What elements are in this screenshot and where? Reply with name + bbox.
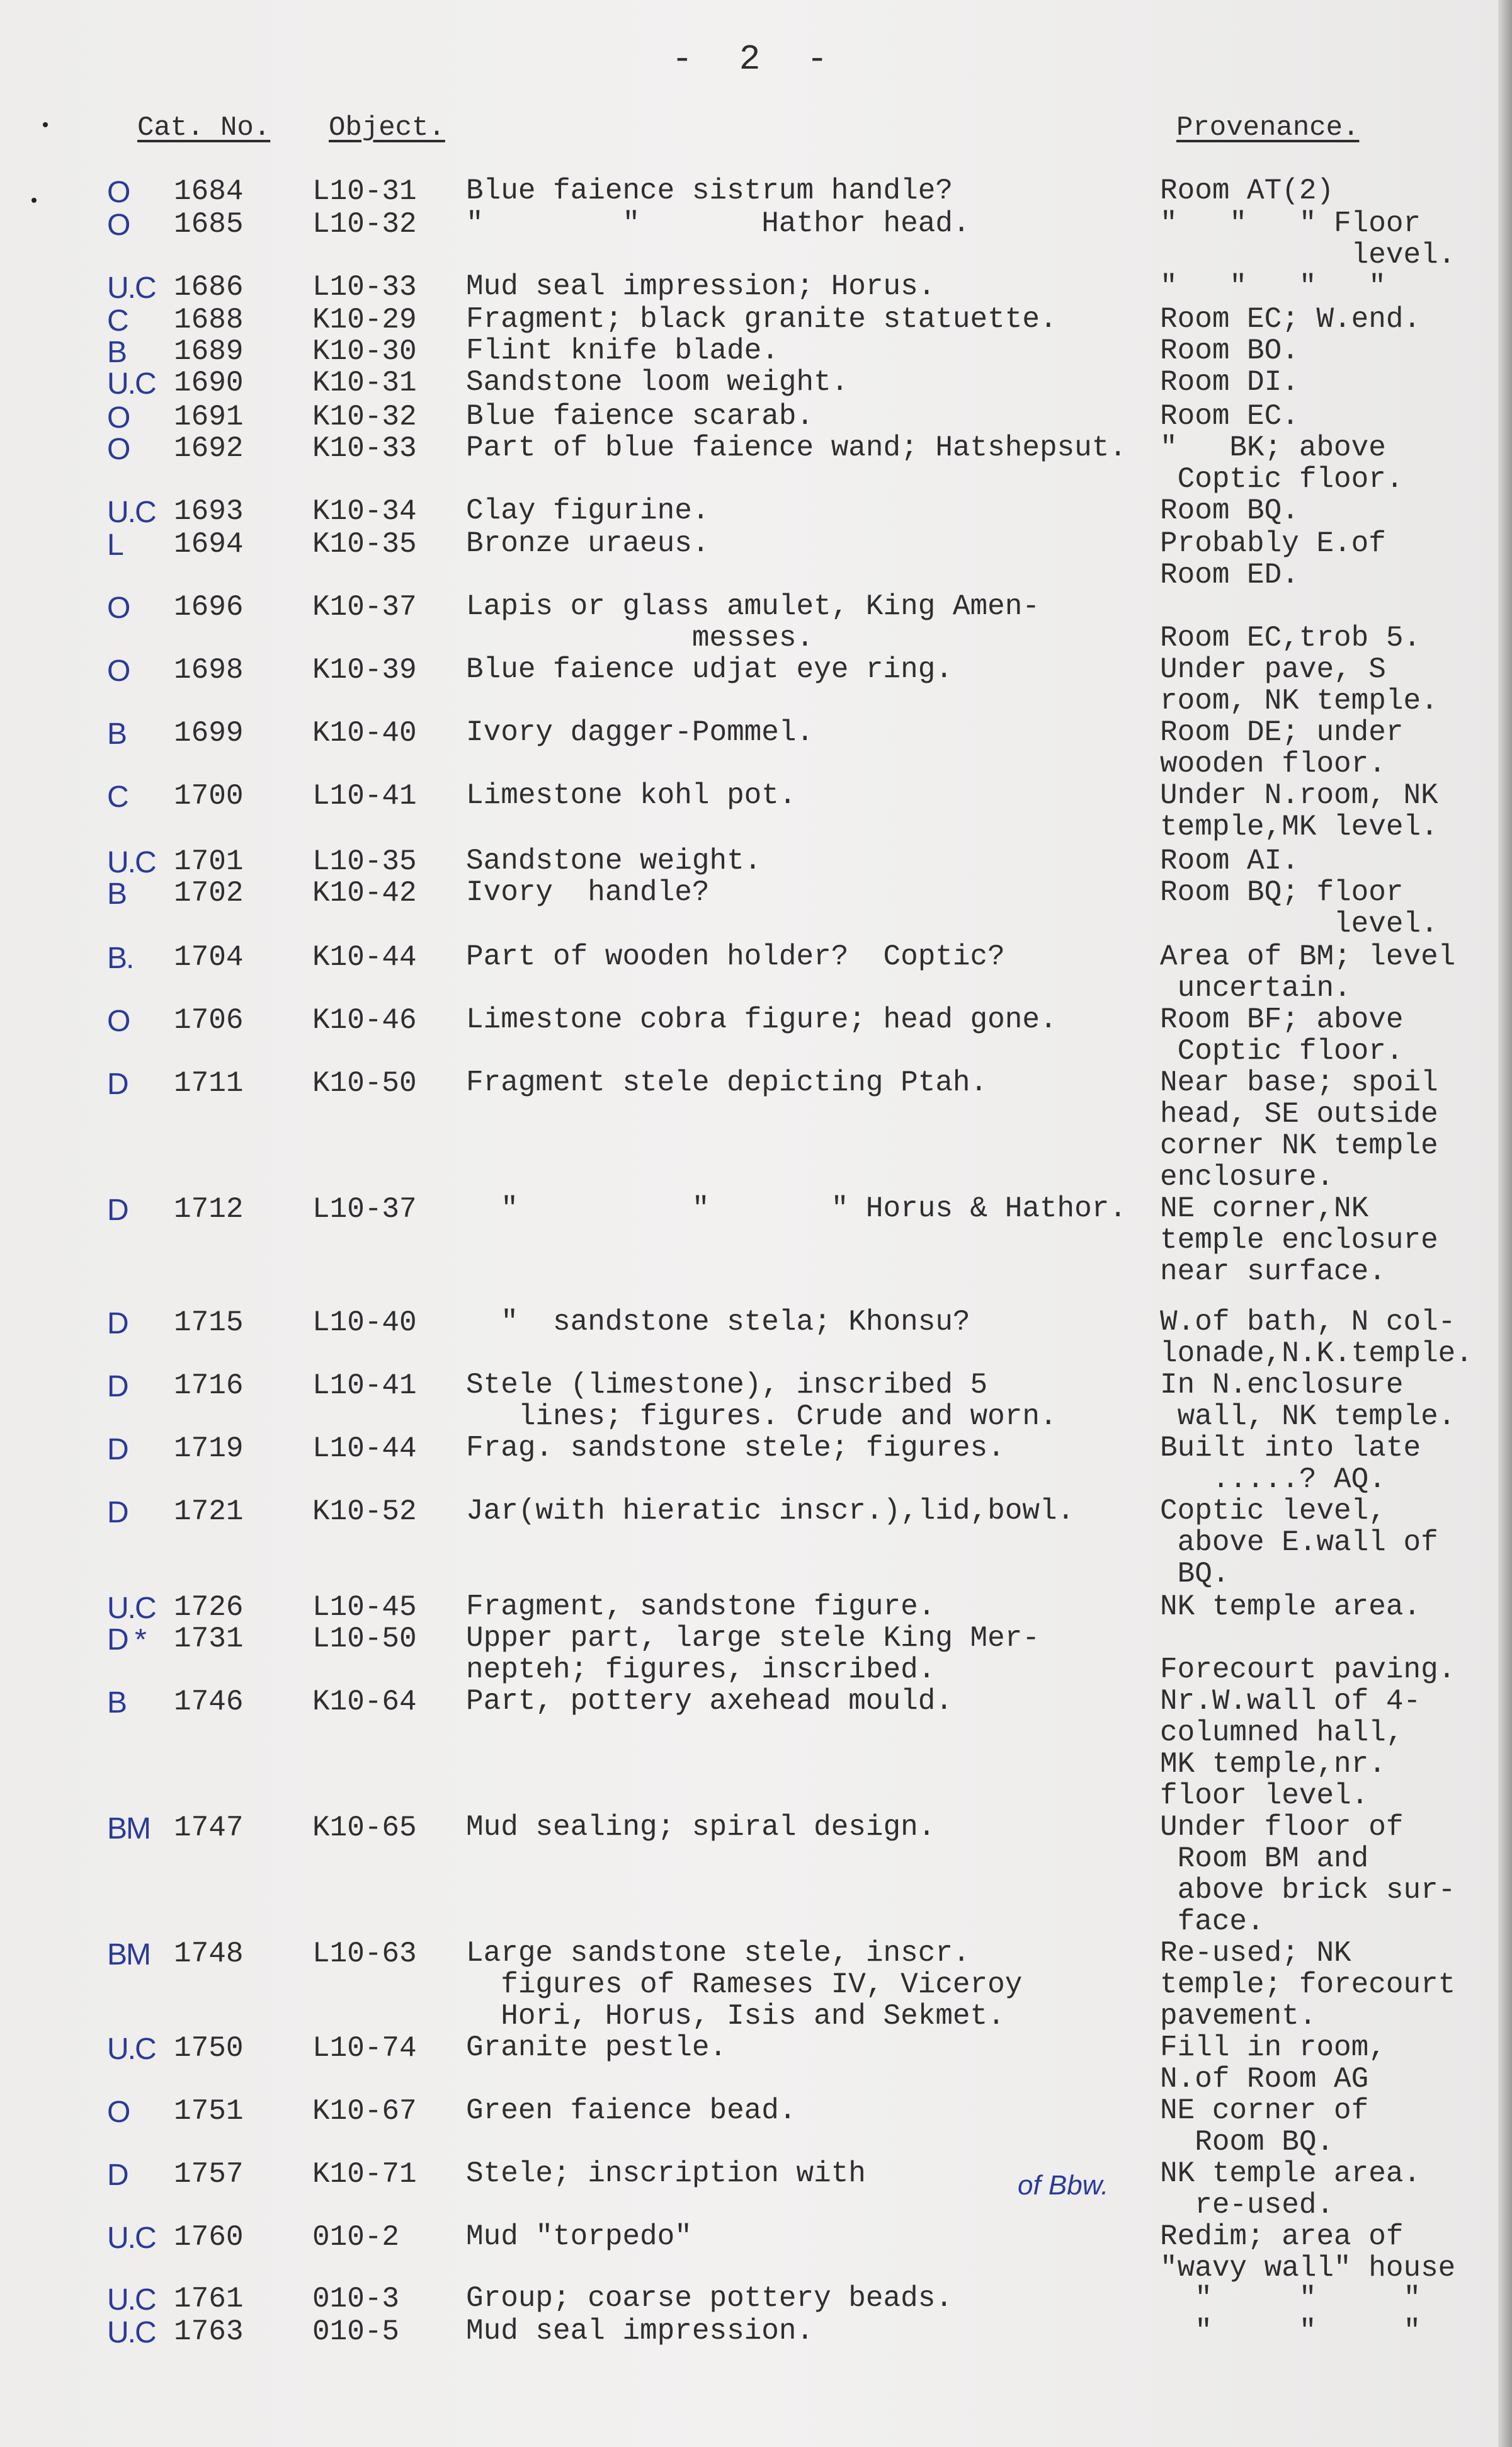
table-row [0,1495,1512,1590]
cat-number: 1688 [174,304,244,336]
object-description: Fragment stele depicting Ptah. [466,1066,988,1099]
object-description: Sandstone weight. [466,845,762,877]
cat-mark: O [107,591,130,625]
object-code: K10-35 [312,528,417,561]
table-row [0,1937,1512,2033]
provenance: Redim; area of "wavy wall" house [1160,2220,1456,2284]
object-code: K10-37 [312,591,417,624]
table-row [0,1811,1512,1938]
object-code: K10-40 [312,717,417,750]
object-description: " " " Horus & Hathor. [466,1192,1127,1225]
cat-mark: U.C [107,2316,156,2349]
provenance: NK temple area. re-used. [1160,2157,1421,2222]
cat-mark: D [107,1194,128,1227]
object-code: K10-33 [312,432,417,465]
object-description: Fragment, sandstone figure. [466,1590,936,1623]
provenance: Room EC; W.end. [1160,303,1421,336]
object-description: Lapis or glass amulet, King Amen- messes. [466,590,1040,654]
table-row [0,2220,1512,2284]
object-code: L10-35 [312,845,417,878]
table-row [0,940,1512,1005]
table-row [0,1432,1512,1496]
cat-mark: L [107,528,123,562]
provenance: Nr.W.wall of 4- columned hall, MK temple,nr. floor level. [1160,1685,1421,1812]
cat-number: 1761 [174,2283,244,2315]
cat-mark: U.C [107,496,156,529]
cat-mark: C [107,780,128,814]
cat-number: 1704 [174,941,244,974]
provenance: " " " Floor level. [1160,207,1456,271]
object-description: Part, pottery axehead mould. [466,1685,953,1718]
table-row [0,653,1512,717]
provenance: Near base; spoil head, SE outside corner NK temple enclosure. [1160,1066,1438,1194]
object-description: Stele (limestone), inscribed 5 lines; figures. Crude and worn. [466,1369,1057,1433]
cat-mark: D [107,2159,128,2192]
cat-mark: U.C [107,2222,156,2255]
object-code: L10-32 [312,208,417,241]
cat-mark: U.C [107,367,156,401]
object-description: Limestone cobra figure; head gone. [466,1003,1057,1036]
cat-number: 1757 [174,2158,244,2191]
provenance: Under floor of Room BM and above brick sur- face. [1160,1811,1456,1938]
cat-number: 1698 [174,654,244,687]
object-description: Blue faience sistrum handle? [466,174,953,207]
cat-number: 1700 [174,780,244,813]
object-description: Ivory handle? [466,876,710,909]
cat-mark: O [107,654,130,688]
table-row [0,1003,1512,1068]
provenance: Room DI. [1160,366,1299,399]
table-row [0,1192,1512,1288]
cat-mark: BM [107,1812,150,1845]
cat-mark: O [107,401,130,435]
cat-mark: O [107,433,130,466]
cat-number: 1726 [174,1591,244,1624]
object-code: L10-45 [312,1591,417,1624]
object-description: Bronze uraeus. [466,527,710,560]
provenance: Re-used; NK temple; forecourt pavement. [1160,1937,1456,2033]
cat-number: 1686 [174,271,244,304]
object-description: Limestone kohl pot. [466,779,797,812]
cat-number: 1751 [174,2095,244,2128]
object-code: K10-65 [312,1811,417,1844]
provenance: Fill in room, N.of Room AG [1160,2031,1386,2096]
provenance: Room BQ. [1160,494,1299,527]
cat-number: 1696 [174,591,244,624]
cat-mark: B [107,1686,127,1720]
header-cat-no: Cat. No. [137,112,271,144]
object-code: K10-64 [312,1686,417,1718]
cat-number: 1721 [174,1495,244,1528]
object-code: L10-37 [312,1193,417,1226]
provenance: NK temple area. [1160,1590,1421,1623]
cat-mark: U.C [107,271,156,305]
cat-number: 1715 [174,1306,244,1339]
cat-mark: B [107,877,127,911]
provenance: Probably E.of Room ED. [1160,527,1386,591]
object-description: Ivory dagger-Pommel. [466,716,814,749]
object-code: L10-31 [312,175,417,208]
cat-mark: D [107,1496,128,1529]
cat-mark: C [107,304,128,338]
object-description: Granite pestle. [466,2031,727,2064]
object-code: K10-42 [312,877,417,910]
table-row [0,876,1512,940]
provenance: Room BQ; floor level. [1160,876,1438,940]
provenance: Under N.room, NK temple,MK level. [1160,779,1438,843]
cat-number: 1746 [174,1686,244,1718]
object-code: 010-2 [312,2221,400,2254]
object-code: L10-41 [312,780,417,813]
cat-mark: D [107,1307,128,1340]
object-description: Fragment; black granite statuette. [466,303,1057,336]
cat-mark: U.C [107,2283,156,2317]
provenance: Room DE; under wooden floor. [1160,716,1404,780]
table-row [0,1306,1512,1370]
cat-number: 1685 [174,208,244,241]
table-row [0,2031,1512,2096]
provenance: Built into late .....? AQ. [1160,1432,1421,1496]
provenance: Room EC,trob 5. [1160,622,1421,654]
provenance: " " " [1160,2282,1421,2315]
object-description: Mud seal impression. [466,2315,814,2347]
provenance: Room BO. [1160,334,1299,367]
object-code: 010-3 [312,2283,400,2315]
provenance: W.of bath, N col- lonade,N.K.temple. [1160,1306,1473,1370]
table-row [0,207,1512,271]
provenance: In N.enclosure wall, NK temple. [1160,1369,1456,1433]
object-code: K10-44 [312,941,417,974]
object-code: K10-50 [312,1067,417,1100]
cat-mark: B [107,717,127,751]
cat-mark: O [107,176,130,209]
cat-mark: O [107,208,130,242]
cat-mark: D [107,1370,128,1403]
table-row [0,1066,1512,1194]
table-row [0,367,1512,404]
object-code: K10-30 [312,335,417,368]
object-description: Sandstone loom weight. [466,366,849,399]
provenance: NE corner,NK temple enclosure near surface. [1160,1192,1438,1288]
provenance: Under pave, S room, NK temple. [1160,653,1438,717]
cat-number: 1699 [174,717,244,750]
object-code: L10-74 [312,2032,417,2065]
cat-number: 1719 [174,1432,244,1465]
object-code: L10-50 [312,1623,417,1655]
cat-number: 1701 [174,845,244,878]
object-description: Stele; inscription with [466,2157,866,2190]
handwritten-annotation: of Bbw. [1018,2170,1109,2201]
object-description: Mud "torpedo" [466,2220,692,2253]
cat-number: 1763 [174,2315,244,2348]
object-code: K10-52 [312,1495,417,1528]
object-description: Mud seal impression; Horus. [466,270,936,303]
cat-mark: O [107,2096,130,2129]
cat-number: 1706 [174,1004,244,1037]
table-row [0,527,1512,591]
object-description: Mud sealing; spiral design. [466,1811,936,1844]
provenance: Forecourt paving. [1160,1653,1456,1686]
cat-number: 1747 [174,1811,244,1844]
provenance: Room AI. [1160,845,1299,877]
table-row [0,1622,1512,1686]
table-row [0,1369,1512,1433]
cat-number: 1712 [174,1193,244,1226]
table-row [0,1685,1512,1812]
table-row [0,2157,1512,2222]
cat-number: 1716 [174,1369,244,1402]
object-code: K10-46 [312,1004,417,1037]
object-description: Green faience bead. [466,2094,797,2127]
object-description: Part of wooden holder? Coptic? [466,940,1005,973]
provenance: Room EC. [1160,400,1299,433]
cat-number: 1748 [174,1937,244,1970]
cat-number: 1694 [174,528,244,561]
object-code: K10-32 [312,401,417,433]
object-description: Blue faience scarab. [466,400,814,433]
cat-number: 1691 [174,401,244,433]
cat-mark: D [107,1068,128,1101]
cat-number: 1690 [174,367,244,399]
cat-number: 1693 [174,495,244,528]
object-description: " " Hathor head. [466,207,970,240]
provenance: Room BF; above Coptic floor. [1160,1003,1404,1068]
object-description: Part of blue faience wand; Hatshepsut. [466,431,1127,464]
cat-number: 1731 [174,1623,244,1655]
cat-number: 1702 [174,877,244,910]
cat-mark: U.C [107,846,156,879]
provenance: Area of BM; level uncertain. [1160,940,1456,1005]
provenance: " " " [1160,2315,1421,2347]
object-description: Flint knife blade. [466,334,779,367]
cat-number: 1689 [174,335,244,368]
object-code: K10-39 [312,654,417,687]
cat-number: 1692 [174,432,244,465]
table-row [0,2315,1512,2353]
table-row [0,590,1512,654]
cat-mark: D * [107,1623,145,1657]
provenance: Room AT(2) [1160,174,1334,207]
cat-mark: D [107,1433,128,1466]
cat-number: 1750 [174,2032,244,2065]
object-description: Clay figurine. [466,494,710,527]
object-description: Frag. sandstone stele; figures. [466,1432,1005,1464]
object-description: Group; coarse pottery beads. [466,2282,953,2315]
object-code: K10-31 [312,367,417,399]
object-code: K10-71 [312,2158,417,2191]
header-object: Object. [329,112,445,144]
object-description: Large sandstone stele, inscr. figures of Rameses IV, Viceroy Hori, Horus, Isis and Sekmet. [466,1937,1023,2033]
object-code: K10-34 [312,495,417,528]
object-code: K10-29 [312,304,417,336]
table-row [0,716,1512,780]
cat-mark: BM [107,1938,150,1971]
page-number: - 2 - [671,39,841,79]
object-code: L10-41 [312,1369,417,1402]
cat-number: 1711 [174,1067,244,1100]
header-provenance: Provenance. [1176,112,1360,144]
object-code: 010-5 [312,2315,400,2348]
cat-mark: O [107,1005,130,1038]
object-code: L10-40 [312,1306,417,1339]
cat-mark: B. [107,942,134,975]
cat-mark: U.C [107,1592,156,1625]
table-row [0,2094,1512,2159]
table-row [0,779,1512,843]
object-code: L10-44 [312,1432,417,1465]
object-description: Blue faience udjat eye ring. [466,653,953,686]
object-code: L10-63 [312,1937,417,1970]
cat-mark: U.C [107,2033,156,2066]
object-description: " sandstone stela; Khonsu? [466,1306,970,1338]
cat-number: 1760 [174,2221,244,2254]
provenance: " " " " [1160,270,1386,303]
provenance: " BK; above Coptic floor. [1160,431,1404,496]
cat-mark: B [107,336,127,369]
cat-number: 1684 [174,175,244,208]
provenance: NE corner of Room BQ. [1160,2094,1369,2159]
object-description: Jar(with hieratic inscr.),lid,bowl. [466,1495,1075,1527]
object-code: L10-33 [312,271,417,304]
object-description: Upper part, large stele King Mer- nepteh; figures, inscribed. [466,1622,1040,1686]
object-code: K10-67 [312,2095,417,2128]
table-row [0,431,1512,496]
provenance: Coptic level, above E.wall of BQ. [1160,1495,1438,1590]
